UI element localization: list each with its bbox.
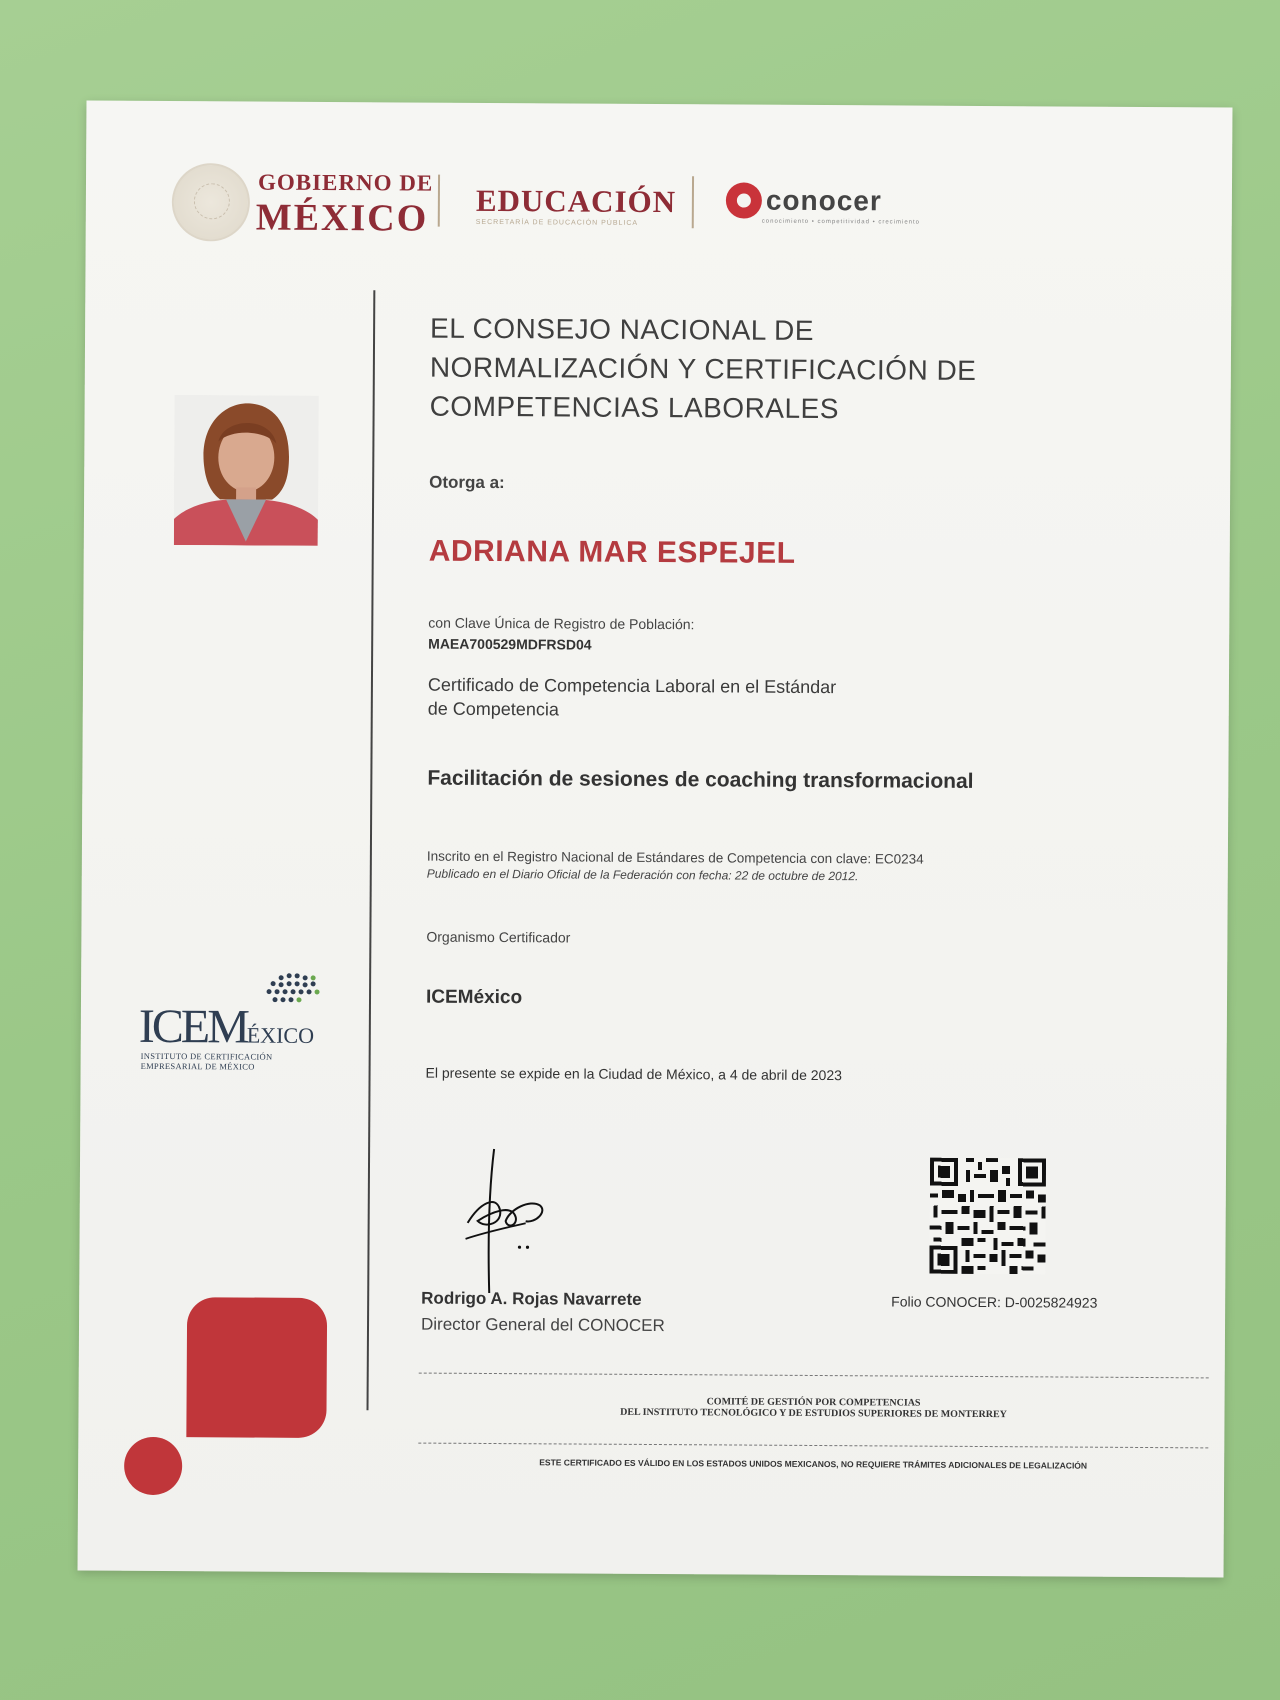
certifying-body-label: Organismo Certificador — [426, 928, 571, 946]
committee-text — [418, 1395, 1208, 1422]
icem-logo-main: ICEM — [138, 999, 248, 1054]
decorative-red-square — [186, 1297, 327, 1438]
issuer-title-line: NORMALIZACIÓN Y CERTIFICACIÓN DE — [429, 351, 977, 386]
issuer-title-line: COMPETENCIAS LABORALES — [429, 390, 840, 425]
conocer-logo-text: conocer — [765, 184, 882, 217]
gobierno-line2: MÉXICO — [255, 196, 429, 240]
educacion-subtitle: SECRETARÍA DE EDUCACIÓN PÚBLICA — [475, 218, 639, 227]
conocer-logo-icon — [726, 182, 762, 218]
issuer-title-line: EL CONSEJO NACIONAL DE — [430, 312, 815, 346]
header-divider — [438, 175, 440, 227]
signer-title: Director General del CONOCER — [420, 1314, 665, 1336]
footer-dashed-divider — [418, 1443, 1208, 1449]
qr-code — [929, 1158, 1046, 1275]
icem-logo-subtitle — [141, 1051, 273, 1072]
recipient-name: ADRIANA MAR ESPEJEL — [428, 534, 796, 570]
grant-label: Otorga a: — [429, 472, 505, 493]
curp-value: MAEA700529MDFRSD04 — [428, 635, 592, 653]
decorative-red-dot — [124, 1437, 182, 1495]
validity-statement: ESTE CERTIFICADO ES VÁLIDO EN LOS ESTADOS UNIDOS MEXICANOS, NO REQUIERE TRÁMITES ADICIONALES DE LEGALIZACIÓN — [539, 1457, 1088, 1471]
committee-line: COMITÉ DE GESTIÓN POR COMPETENCIAS — [706, 1396, 921, 1409]
committee-line: DEL INSTITUTO TECNOLÓGICO Y DE ESTUDIOS SUPERIORES DE MONTERREY — [620, 1406, 1007, 1421]
gobierno-line1: GOBIERNO DE — [257, 169, 434, 196]
conocer-tagline: conocimiento • competitividad • crecimiento — [761, 218, 921, 226]
certifying-body: ICEMéxico — [425, 986, 523, 1009]
icem-subtitle-line: EMPRESARIAL DE MÉXICO — [140, 1060, 255, 1072]
certificate-paper — [78, 101, 1233, 1578]
footer-dashed-divider — [419, 1373, 1209, 1379]
certificate-description — [428, 673, 908, 724]
header-divider — [692, 176, 694, 228]
icem-logo-suffix: ÉXICO — [246, 1022, 315, 1048]
icem-subtitle-line: INSTITUTO DE CERTIFICACIÓN — [140, 1050, 273, 1062]
competency-standard: Facilitación de sesiones de coaching transformacional — [427, 766, 974, 793]
issue-statement: El presente se expide en la Ciudad de México, a 4 de abril de 2023 — [425, 1064, 843, 1084]
educacion-logo-text: EDUCACIÓN — [475, 182, 677, 220]
icem-logo — [139, 999, 315, 1055]
vertical-divider — [367, 290, 376, 1410]
director-signature — [459, 1143, 570, 1304]
certificate-line: Certificado de Competencia Laboral en el Estándar — [427, 674, 837, 698]
folio-number: Folio CONOCER: D-0025824923 — [891, 1293, 1098, 1311]
certificate-line: de Competencia — [427, 698, 559, 720]
issuer-title — [430, 309, 977, 429]
recipient-photo — [174, 395, 319, 546]
signer-name: Rodrigo A. Rojas Navarrete — [421, 1288, 642, 1309]
registry-text: Inscrito en el Registro Nacional de Estándares de Competencia con clave: EC0234 — [426, 848, 924, 867]
publication-text: Publicado en el Diario Oficial de la Federación con fecha: 22 de octubre de 2012. — [426, 866, 859, 884]
curp-label: con Clave Única de Registro de Población: — [428, 614, 695, 633]
national-emblem-seal — [172, 163, 250, 241]
